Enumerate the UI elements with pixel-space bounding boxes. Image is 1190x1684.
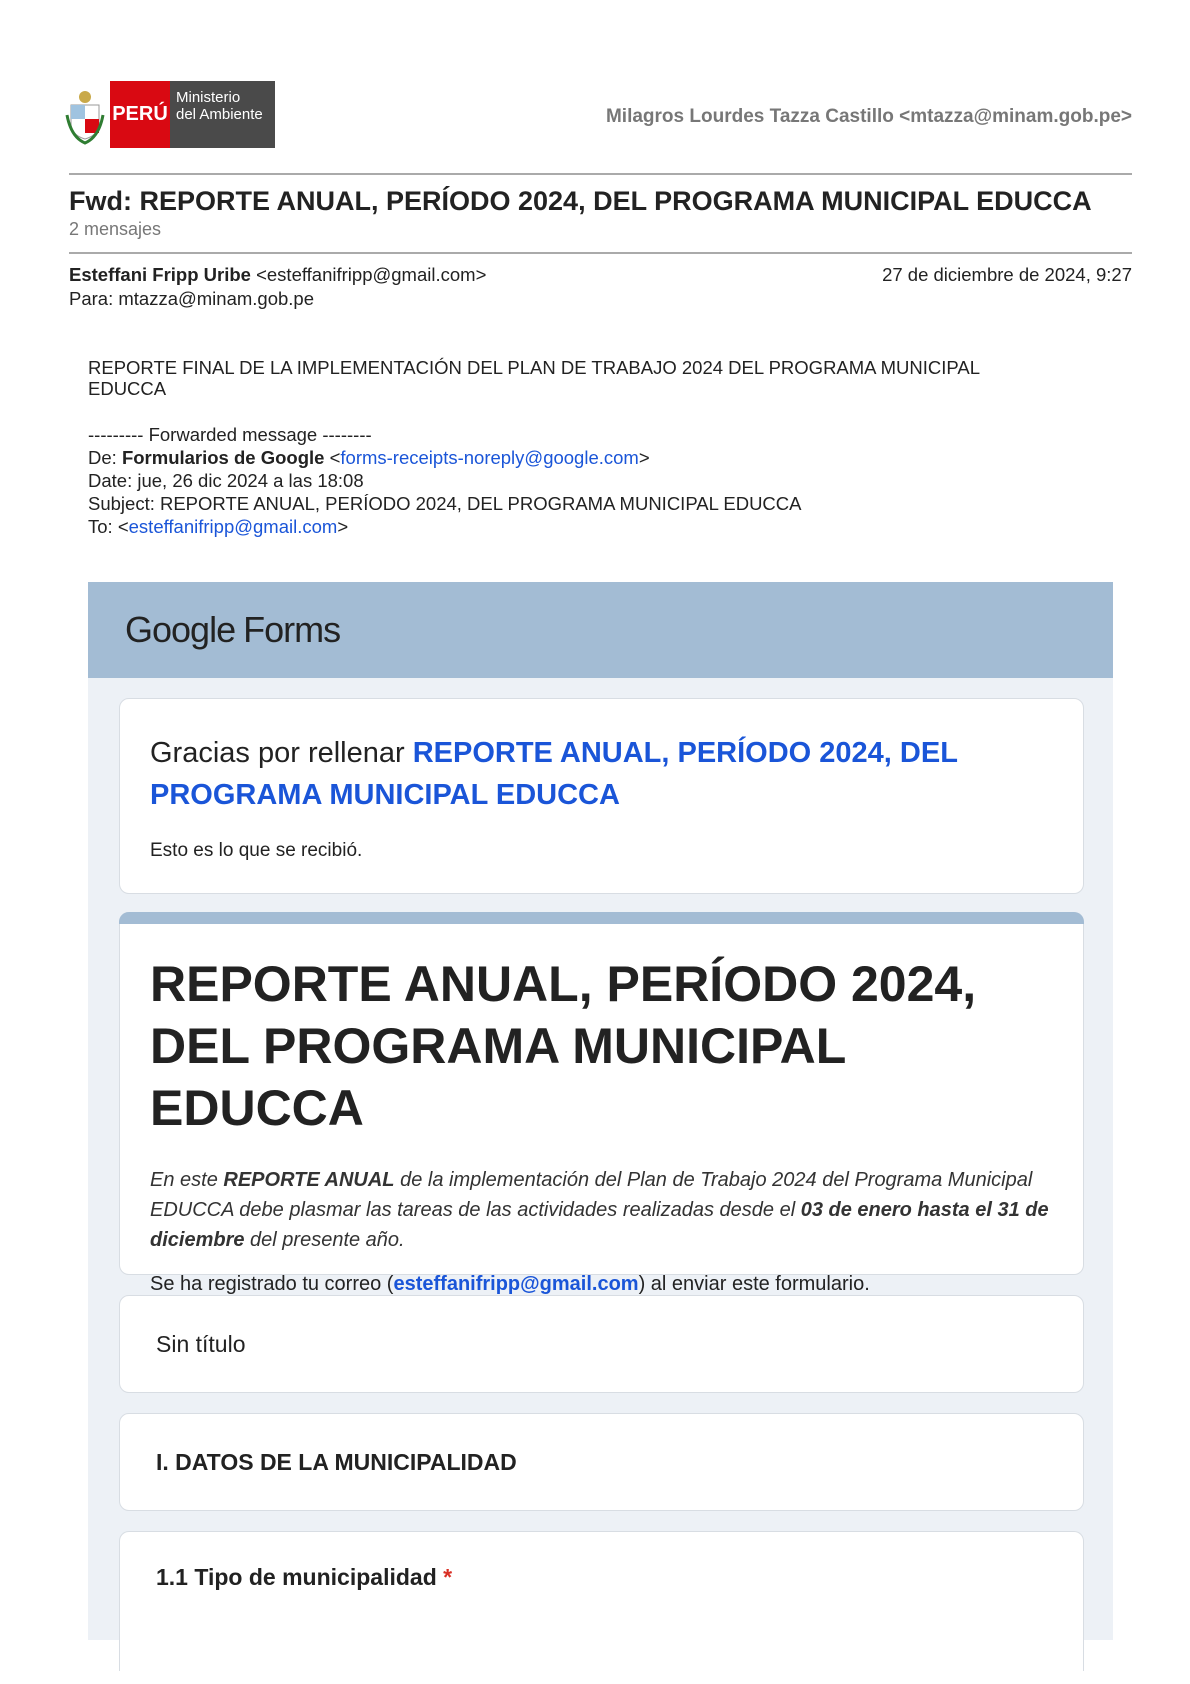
recipient: Para: mtazza@minam.gob.pe: [69, 288, 314, 309]
body-text: REPORTE FINAL DE LA IMPLEMENTACIÓN DEL PLAN DE TRABAJO 2024 DEL PROGRAMA MUNICIPAL: [88, 357, 981, 378]
registered-email-note: Se ha registrado tu correo (esteffanifripp@gmail.com) al enviar este formulario.: [150, 1273, 870, 1295]
question-title: 1.1 Tipo de municipalidad *: [156, 1564, 453, 1590]
form-title: REPORTE ANUAL, PERÍODO 2024, DEL PROGRAMA MUNICIPAL EDUCCA: [150, 956, 977, 1136]
card-accent-bar: [119, 912, 1084, 924]
google-forms-receipt: [88, 582, 1113, 1640]
thread-subject: Fwd: REPORTE ANUAL, PERÍODO 2024, DEL PROGRAMA MUNICIPAL EDUCCA: [69, 186, 1092, 216]
to-email-link[interactable]: esteffanifripp@gmail.com: [128, 516, 338, 537]
from-email-link[interactable]: forms-receipts-noreply@google.com: [340, 447, 639, 468]
forward-from: De: Formularios de Google <forms-receipts-noreply@google.com>: [88, 447, 650, 468]
question-card: [119, 1531, 1084, 1671]
divider: [69, 173, 1132, 175]
registered-email-link[interactable]: esteffanifripp@gmail.com: [393, 1273, 639, 1295]
sender: Esteffani Fripp Uribe <esteffanifripp@gmail.com>: [69, 264, 487, 285]
message-count: 2 mensajes: [69, 219, 162, 239]
section-title: Sin título: [156, 1331, 246, 1357]
section-card: [119, 1413, 1084, 1511]
account-email: Milagros Lourdes Tazza Castillo <mtazza@minam.gob.pe>: [605, 106, 1132, 127]
body-text: EDUCCA: [88, 378, 167, 399]
form-header-card: [119, 912, 1084, 1295]
peru-label: PERÚ: [110, 81, 170, 148]
forward-to: To: <esteffanifripp@gmail.com>: [88, 516, 349, 537]
required-mark: *: [443, 1564, 453, 1590]
divider: [69, 252, 1132, 254]
forward-date: Date: jue, 26 dic 2024 a las 18:08: [88, 470, 364, 491]
received-text: Esto es lo que se recibió.: [150, 840, 363, 861]
minam-logo: [60, 81, 275, 148]
ministry-label: Ministerio del Ambiente: [170, 81, 275, 148]
message-date: 27 de diciembre de 2024, 9:27: [882, 264, 1132, 285]
form-description: En este REPORTE ANUAL de la implementación del Plan de Trabajo 2024 del Programa Municipal EDUCCA debe plasmar las tareas de las actividades realizadas desde el 03 de enero hasta el 31 de diciembre del presente año.: [150, 1169, 1049, 1251]
peru-coat-of-arms-icon: [60, 81, 110, 148]
forward-header: --------- Forwarded message --------: [88, 424, 372, 445]
thanks-card: Gracias por rellenar REPORTE ANUAL, PERÍODO 2024, DEL PROGRAMA MUNICIPAL EDUCCA Esto es lo que se recibió.: [119, 698, 1084, 894]
google-forms-logo: Google Forms: [88, 582, 1113, 678]
section-title: I. DATOS DE LA MUNICIPALIDAD: [156, 1449, 517, 1475]
section-card: [119, 1295, 1084, 1393]
forward-subject: Subject: REPORTE ANUAL, PERÍODO 2024, DEL PROGRAMA MUNICIPAL EDUCCA: [88, 493, 802, 514]
form-link[interactable]: REPORTE ANUAL, PERÍODO 2024, DEL PROGRAMA MUNICIPAL EDUCCA: [150, 737, 958, 811]
